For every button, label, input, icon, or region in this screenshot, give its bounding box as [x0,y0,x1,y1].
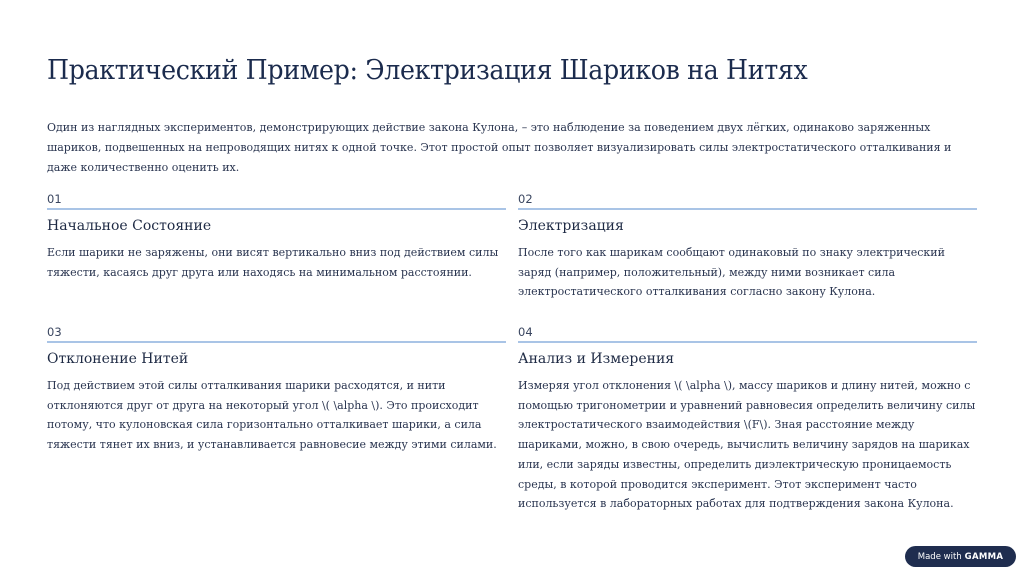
step-text: Измеряя угол отклонения \( \alpha \), массу шариков и длину нитей, можно с помощью тригонометрии и уравнений равновесия определить величину силы электростатического взаимодействия \(F\). Зная расстояние между шариками, можно, в свою очередь, вычислить величину зарядов на шариках или, если заряды известны, определить диэлектрическую проницаемость среды, в которой проводится эксперимент. Этот эксперимент часто используется в лабораторных работах для подтверждения закона Кулона. [518,379,976,511]
slide-title: Практический Пример: Электризация Шариков на Нитях [47,54,808,86]
step-card-4 [518,325,977,514]
step-heading: Анализ и Измерения [518,351,675,367]
step-number: 03 [47,325,506,343]
step-text: Под действием этой силы отталкивания шарики расходятся, и нити отклоняются друг от друга на некоторый угол \( \alpha \). Это происходит потому, что кулоновская сила горизонтально отталкивает шарики, а сила тяжести тянет их вниз, и устанавливается равновесие между этими силами. [47,379,497,452]
intro-paragraph: Один из наглядных экспериментов, демонстрирующих действие закона Кулона, – это наблюдение за поведением двух лёгких, одинаково заряженных шариков, подвешенных на непроводящих нитях к одной точке. Этот простой опыт позволяет визуализировать силы электростатического отталкивания и даже количественно оценить их. [47,121,952,174]
made-with-gamma-badge[interactable] [905,546,1016,567]
step-number: 01 [47,192,506,210]
step-number: 04 [518,325,977,343]
step-heading: Начальное Состояние [47,218,212,234]
step-card-1 [47,192,506,282]
step-heading: Электризация [518,218,624,234]
step-heading: Отклонение Нитей [47,351,189,367]
step-number: 02 [518,192,977,210]
gamma-logo: GAMMA [964,551,1004,562]
badge-prefix: Made with [917,551,962,562]
step-text: После того как шарикам сообщают одинаковый по знаку электрический заряд (например, положительный), между ними возникает сила электростатического отталкивания согласно закону Кулона. [518,246,945,299]
step-text: Если шарики не заряжены, они висят вертикально вниз под действием силы тяжести, касаясь друг друга или находясь на минимальном расстоянии. [47,246,499,279]
step-card-2 [518,192,977,302]
step-card-3 [47,325,506,455]
